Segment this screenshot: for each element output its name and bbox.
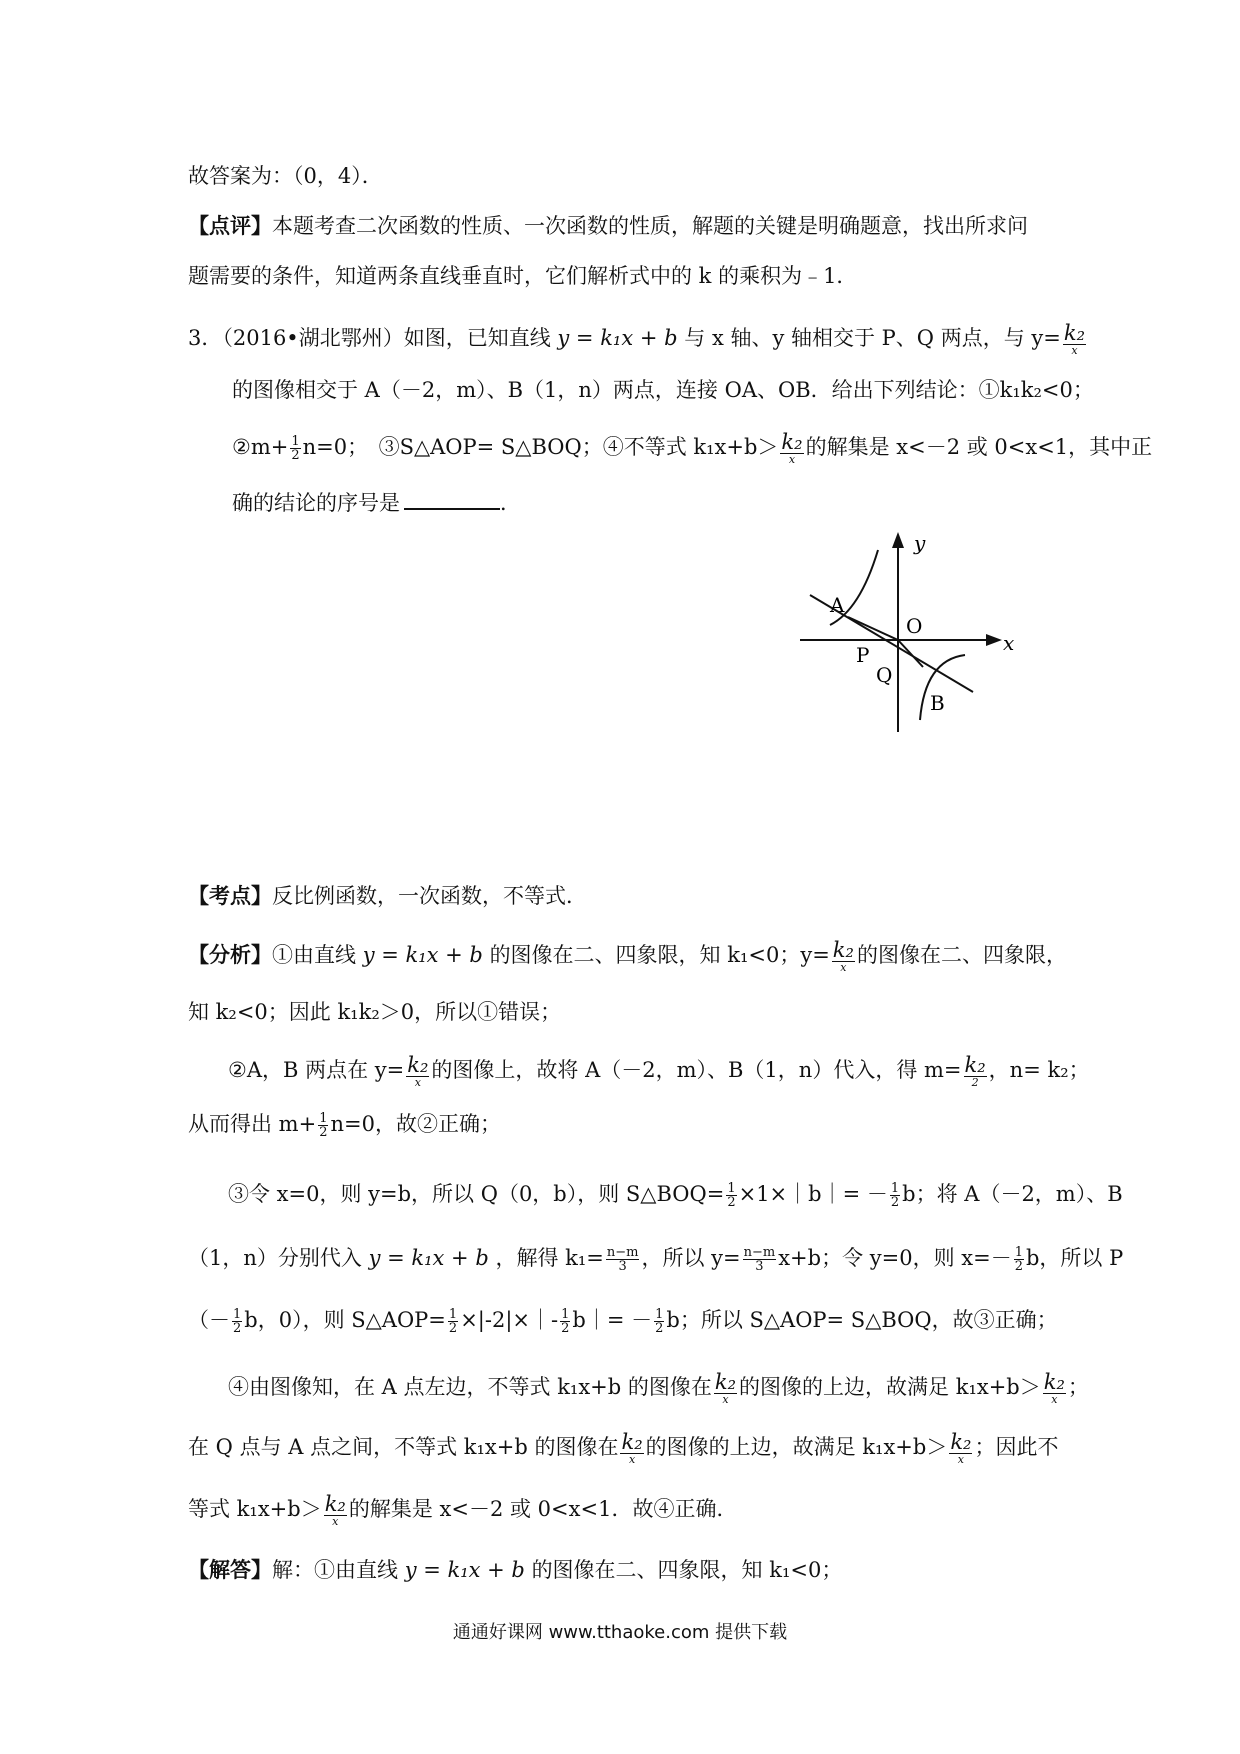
fraction-one-half (448, 1308, 458, 1335)
text: 的图像上，故将 A（－2，m）、B（1，n）代入，得 m= (431, 1058, 962, 1082)
kaodian-tag: 【考点】 (188, 883, 272, 908)
denominator: 2 (319, 1125, 328, 1140)
text: ，解得 k₁= (495, 1246, 604, 1270)
numerator: k₂ (621, 1430, 643, 1454)
text: （－ (188, 1308, 230, 1332)
numerator: k₂ (324, 1492, 346, 1516)
question-line-3 (232, 432, 1152, 465)
question-line-4 (232, 488, 521, 517)
text: ，所以 y= (641, 1246, 741, 1270)
question-line-2 (232, 376, 1094, 404)
text: ×|-2|×｜- (460, 1308, 559, 1332)
denominator: x (1051, 1393, 1058, 1406)
comment-text-2: 题需要的条件，知道两条直线垂直时，它们解析式中的 k 的乘积为﹣1． (188, 264, 858, 288)
x-axis-arrow-icon (986, 634, 1002, 646)
text: 故答案为：（0，4）． (188, 164, 383, 188)
text: b｜= － (572, 1308, 653, 1332)
denominator: 2 (971, 1076, 979, 1089)
text: b；所以 S△AOP= S△BOQ，故③正确； (666, 1308, 1058, 1332)
fraction-n-m-over-3 (743, 1246, 777, 1273)
text: 的图像在二、四象限，知 k₁<0；y= (489, 943, 830, 967)
denominator: x (414, 1076, 421, 1089)
denominator: 2 (448, 1321, 458, 1336)
text: （1，n）分别代入 (188, 1246, 362, 1270)
kaodian-line (188, 882, 587, 910)
fraction-one-half (726, 1182, 736, 1209)
denominator: 2 (561, 1321, 570, 1336)
numerator: k₂ (964, 1053, 986, 1077)
comment-line-1 (188, 212, 1028, 240)
text: ①由直线 (272, 943, 356, 967)
segment-OB (898, 640, 923, 667)
answer-blank (404, 488, 500, 510)
text: ④由图像知，在 A 点左边，不等式 k₁x+b 的图像在 (228, 1375, 712, 1399)
q-text: 确的结论的序号是 (232, 491, 400, 515)
denominator: 2 (727, 1195, 736, 1210)
text: b；将 A（－2，m）、B (902, 1182, 1123, 1206)
text: 从而得出 m+ (188, 1112, 317, 1136)
fraction-one-half (654, 1308, 664, 1335)
text: 等式 k₁x+b＞ (188, 1497, 322, 1521)
denominator: 2 (655, 1321, 664, 1336)
fraction-k2-over-x (1043, 1372, 1066, 1405)
text: 的图像在二、四象限， (856, 943, 1067, 967)
denominator: 2 (1014, 1259, 1023, 1274)
denominator: 2 (233, 1321, 242, 1336)
denominator: x (722, 1393, 729, 1406)
q-text: 与 x 轴、y 轴相交于 P、Q 两点，与 y= (684, 326, 1061, 350)
answer-line (188, 162, 383, 190)
denominator: 2 (291, 448, 300, 463)
denominator: x (788, 453, 796, 466)
y-axis-arrow-icon (892, 532, 904, 548)
comment-text: 本题考查二次函数的性质、一次函数的性质，解题的关键是明确题意，找出所求问 (272, 214, 1028, 238)
numerator: 1 (727, 1181, 736, 1196)
solution-tag: 【解答】 (188, 1557, 272, 1582)
denominator: 2 (890, 1195, 900, 1210)
function-graph-figure (790, 520, 1030, 740)
analysis-line-6 (188, 1244, 1123, 1273)
analysis-line-9 (188, 1432, 1058, 1465)
analysis-line-2 (188, 998, 561, 1026)
label-A: A (830, 593, 845, 617)
fraction-one-half (1014, 1246, 1024, 1273)
segment-OA (848, 617, 898, 640)
analysis-line-8 (228, 1372, 1089, 1405)
analysis-line-1 (188, 940, 1067, 973)
analysis-line-10 (188, 1494, 737, 1527)
analysis-line-4 (188, 1110, 501, 1139)
fraction-k2-over-x (406, 1055, 429, 1088)
line-equation: y = k₁x + b (404, 1558, 525, 1582)
fraction-k2-over-x (714, 1372, 737, 1405)
fraction-one-half (232, 1308, 242, 1335)
numerator: k₂ (714, 1370, 737, 1394)
text: 的图像的上边，故满足 k₁x+b＞ (739, 1375, 1041, 1399)
text: ×1×｜b｜= － (738, 1182, 888, 1206)
fraction-k2-over-x (949, 1432, 972, 1465)
line-equation: y = k₁x + b (362, 943, 483, 967)
text: x+b；令 y=0，则 x=－ (778, 1246, 1012, 1270)
numerator: n−m (606, 1245, 639, 1260)
question-line-1 (188, 323, 1088, 356)
fraction-k2-over-x (780, 432, 803, 465)
numerator: n−m (743, 1245, 776, 1260)
q-text: ． (500, 491, 521, 515)
q-text: 的解集是 x<－2 或 0<x<1，其中正 (805, 435, 1153, 459)
numerator: k₂ (781, 430, 803, 454)
numerator: 1 (561, 1307, 570, 1322)
text: 解：①由直线 (272, 1558, 398, 1582)
numerator: 1 (890, 1181, 900, 1196)
numerator: 1 (319, 1111, 328, 1126)
fraction-n-m-over-3 (606, 1246, 640, 1273)
line-equation: y = k₁x + b (368, 1246, 489, 1270)
fraction-one-half (318, 1112, 328, 1139)
label-Q: Q (876, 663, 893, 687)
fraction-one-half (290, 435, 300, 462)
q-text: 的图像相交于 A（－2，m）、B（1，n）两点，连接 OA、OB．给出下列结论：①k₁k₂<0； (232, 378, 1094, 402)
solution-line (188, 1556, 842, 1584)
numerator: 1 (233, 1307, 242, 1322)
text: 在 Q 点与 A 点之间，不等式 k₁x+b 的图像在 (188, 1435, 619, 1459)
denominator: x (957, 1453, 965, 1466)
denominator: x (1071, 344, 1078, 357)
text: ；因此不 (974, 1435, 1059, 1459)
line-equation: y = k₁x + b (557, 326, 678, 350)
numerator: 1 (1014, 1245, 1023, 1260)
fraction-k2-over-2 (964, 1055, 987, 1088)
q-text: ②m+ (232, 435, 289, 459)
text: n=0，故②正确； (330, 1112, 501, 1136)
text: 的图像的上边，故满足 k₁x+b＞ (645, 1435, 948, 1459)
text: ，n= k₂； (988, 1058, 1090, 1082)
text: 的解集是 x<－2 或 0<x<1．故④正确． (348, 1497, 738, 1521)
fraction-one-half (890, 1182, 900, 1209)
kaodian-text: 反比例函数，一次函数，不等式． (272, 884, 587, 908)
comment-tag: 【点评】 (188, 213, 272, 238)
text: ； (1067, 1375, 1089, 1399)
q-text: n=0； ③S△AOP= S△BOQ；④不等式 k₁x+b＞ (302, 435, 779, 459)
denominator: x (332, 1515, 339, 1528)
text: 的图像在二、四象限，知 k₁<0； (531, 1558, 843, 1582)
label-O: O (906, 614, 923, 638)
text: b，所以 P (1025, 1246, 1124, 1270)
comment-line-2 (188, 262, 857, 290)
fraction-one-half (560, 1308, 570, 1335)
numerator: k₂ (950, 1430, 972, 1454)
label-B: B (930, 691, 945, 715)
label-P: P (856, 643, 870, 667)
numerator: k₂ (1063, 321, 1085, 345)
text: ③令 x=0，则 y=b，所以 Q（0，b），则 S△BOQ= (228, 1182, 725, 1206)
text: b，0），则 S△AOP= (244, 1308, 446, 1332)
analysis-line-5 (228, 1180, 1123, 1209)
denominator: 3 (618, 1259, 627, 1274)
text: ②A，B 两点在 y= (228, 1058, 405, 1082)
analysis-line-7 (188, 1306, 1058, 1335)
label-y: y (914, 531, 926, 555)
numerator: k₂ (832, 938, 854, 962)
fraction-k2-over-x (1063, 323, 1086, 356)
fraction-k2-over-x (620, 1432, 643, 1465)
denominator: x (628, 1453, 636, 1466)
numerator: 1 (448, 1307, 458, 1322)
fraction-k2-over-x (832, 940, 855, 973)
fraction-k2-over-x (324, 1494, 347, 1527)
numerator: k₂ (407, 1053, 429, 1077)
numerator: 1 (291, 434, 300, 449)
analysis-tag: 【分析】 (188, 942, 272, 967)
denominator: x (840, 961, 847, 974)
label-x: x (1003, 631, 1015, 655)
numerator: 1 (655, 1307, 664, 1322)
page-footer: 通通好课网 www.tthaoke.com 提供下载 (452, 1622, 788, 1643)
analysis-line-3 (228, 1055, 1090, 1088)
denominator: 3 (755, 1259, 764, 1274)
q-text: 3．（2016•湖北鄂州）如图，已知直线 (188, 326, 551, 350)
numerator: k₂ (1043, 1370, 1065, 1394)
text: 知 k₂<0；因此 k₁k₂＞0，所以①错误； (188, 1000, 562, 1024)
